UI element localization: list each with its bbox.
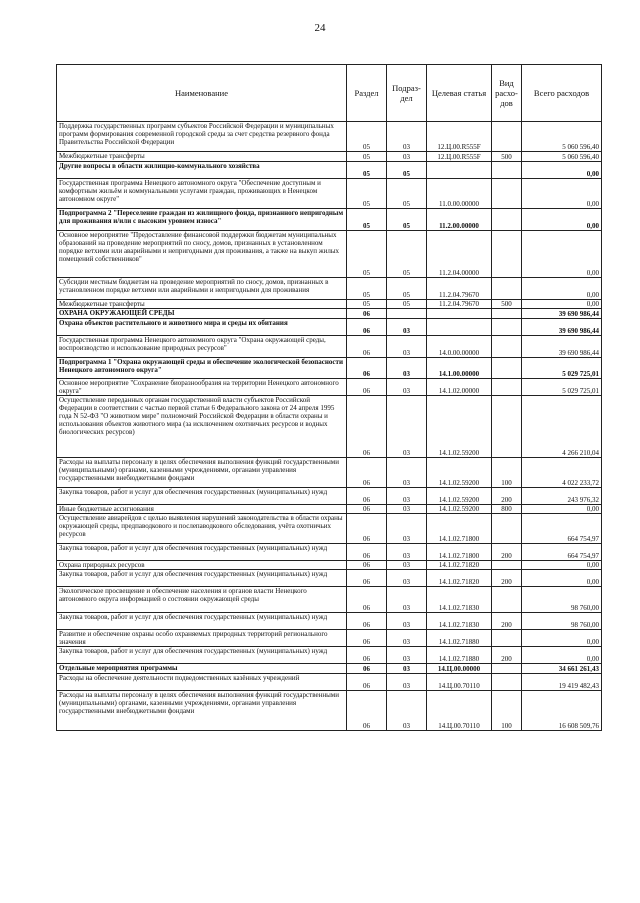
row-section: 06 [347,514,387,544]
row-section: 06 [347,561,387,570]
row-name: Экологическое просвещение и обеспечение населения и органов власти Ненецкого автономного округа информацией о состоянии окружающей среды [57,587,347,613]
table-row [57,309,602,319]
row-subsection: 03 [387,458,427,488]
row-expense-type [492,179,522,209]
row-name: Охрана природных ресурсов [57,561,347,570]
header-total: Всего расходов [522,65,602,122]
row-expense-type [492,209,522,231]
row-target: 14.1.02.00000 [427,379,492,396]
row-name: Поддержка государственных программ субъектов Российской Федерации и муниципальных программ формирования современной городской среды за счет средства резервного фонда Правительства Российской Федерации [57,122,347,152]
row-target: 12.Ц.00.R555F [427,122,492,152]
table-row [57,396,602,458]
row-amount: 0,00 [522,570,602,587]
table-row [57,570,602,587]
row-section: 05 [347,231,387,278]
table-row [57,209,602,231]
row-amount: 98 760,00 [522,587,602,613]
row-amount: 664 754,97 [522,544,602,561]
row-target: 14.Ц.00.70110 [427,674,492,691]
row-section: 06 [347,309,387,319]
table-row [57,544,602,561]
row-subsection: 05 [387,231,427,278]
row-name: Расходы на выплаты персоналу в целях обеспечения выполнения функций государственными (муниципальными) органами, казенными учреждениями, органами управления государственными внебюджетными фондами [57,458,347,488]
header-target: Целевая статья [427,65,492,122]
table-row [57,613,602,630]
row-name: Охрана объектов растительного и животного мира и среды их обитания [57,319,347,336]
row-target: 14.1.02.71880 [427,647,492,664]
row-section: 06 [347,647,387,664]
table-row [57,664,602,674]
row-target: 14.Ц.00.70110 [427,691,492,731]
table-row [57,505,602,514]
row-subsection: 05 [387,209,427,231]
row-name: Закупка товаров, работ и услуг для обеспечения государственных (муниципальных) нужд [57,570,347,587]
row-name: ОХРАНА ОКРУЖАЮЩЕЙ СРЕДЫ [57,309,347,319]
table-row [57,379,602,396]
row-amount: 0,00 [522,231,602,278]
row-amount: 5 060 596,40 [522,122,602,152]
row-name: Развитие и обеспечение охраны особо охраняемых природных территорий регионального значения [57,630,347,647]
row-amount: 5 060 596,40 [522,152,602,162]
row-amount: 19 419 482,43 [522,674,602,691]
row-target: 14.1.02.71800 [427,514,492,544]
row-name: Основное мероприятие "Предоставление финансовой поддержки бюджетам муниципальных образований на проведение мероприятий по сносу, домов, признанных в установленном порядке ветхими или аварийными и непригодными для проживания, а также на выкуп жилых помещений собственников" [57,231,347,278]
row-expense-type: 200 [492,544,522,561]
table-row [57,231,602,278]
table-row [57,179,602,209]
row-name: Подпрограмма 2 "Переселение граждан из жилищного фонда, признанного непригодным для проживания и/или с высоким уровнем износа" [57,209,347,231]
table-row [57,514,602,544]
table-row [57,358,602,379]
row-subsection: 03 [387,691,427,731]
row-section: 06 [347,336,387,358]
row-section: 05 [347,162,387,179]
row-name: Межбюджетные трансферты [57,152,347,162]
row-section: 05 [347,300,387,309]
row-expense-type [492,278,522,300]
row-section: 06 [347,630,387,647]
row-expense-type [492,561,522,570]
row-subsection: 05 [387,162,427,179]
row-name: Закупка товаров, работ и услуг для обеспечения государственных (муниципальных) нужд [57,544,347,561]
row-expense-type: 200 [492,488,522,505]
row-expense-type [492,379,522,396]
row-target: 14.1.02.71820 [427,561,492,570]
row-name: Государственная программа Ненецкого автономного округа "Охрана окружающей среды, воспроизводство и использование природных ресурсов" [57,336,347,358]
row-amount: 34 661 261,43 [522,664,602,674]
row-section: 06 [347,613,387,630]
row-subsection: 03 [387,319,427,336]
row-target: 14.1.02.71830 [427,613,492,630]
row-target: 14.1.00.00000 [427,358,492,379]
row-amount: 0,00 [522,630,602,647]
row-subsection: 03 [387,336,427,358]
row-subsection [387,309,427,319]
table-row [57,488,602,505]
table-header-row [57,65,602,122]
row-name: Расходы на выплаты персоналу в целях обеспечения выполнения функций государственными (муниципальными) органами, казенными учреждениями, органами управления государственными внебюджетными фондами [57,691,347,731]
row-name: Расходы на обеспечение деятельности подведомственных казённых учреждений [57,674,347,691]
row-expense-type: 500 [492,152,522,162]
row-amount: 5 029 725,01 [522,379,602,396]
row-amount: 39 690 986,44 [522,336,602,358]
row-name: Основное мероприятие "Сохранение биоразнообразия на территории Ненецкого автономного округа" [57,379,347,396]
row-amount: 664 754,97 [522,514,602,544]
table-row [57,630,602,647]
row-target [427,309,492,319]
row-subsection: 03 [387,379,427,396]
row-expense-type [492,587,522,613]
row-amount: 0,00 [522,647,602,664]
row-amount: 4 266 210,04 [522,396,602,458]
row-target: 14.1.02.71880 [427,630,492,647]
row-name: Закупка товаров, работ и услуг для обеспечения государственных (муниципальных) нужд [57,613,347,630]
row-amount: 0,00 [522,300,602,309]
row-section: 05 [347,152,387,162]
row-name: Субсидии местным бюджетам на проведение мероприятий по сносу, домов, признанных в установленном порядке ветхими или аварийными и непригодными для проживания [57,278,347,300]
row-subsection: 03 [387,152,427,162]
row-target: 14.1.02.59200 [427,458,492,488]
row-target: 14.Ц.00.00000 [427,664,492,674]
row-subsection: 03 [387,561,427,570]
row-name: Закупка товаров, работ и услуг для обеспечения государственных (муниципальных) нужд [57,488,347,505]
row-expense-type [492,122,522,152]
row-section: 05 [347,209,387,231]
row-section: 06 [347,396,387,458]
row-target: 14.1.02.59200 [427,396,492,458]
row-name: Другие вопросы в области жилищно-коммунального хозяйства [57,162,347,179]
row-name: Осуществление авиарейдов с целью выявления нарушений законодательства в области охраны окружающей среды, предпаводкового и послепаводкового обследования, учёта охотничьих ресурсов [57,514,347,544]
row-amount: 39 690 986,44 [522,309,602,319]
row-expense-type [492,319,522,336]
table-row [57,561,602,570]
header-section: Раздел [347,65,387,122]
table-row [57,300,602,309]
row-expense-type: 100 [492,691,522,731]
table-row [57,162,602,179]
table-row [57,152,602,162]
row-target: 14.1.02.71820 [427,570,492,587]
row-amount: 98 760,00 [522,613,602,630]
row-expense-type [492,231,522,278]
row-amount: 243 976,32 [522,488,602,505]
row-expense-type [492,664,522,674]
row-target: 11.0.00.00000 [427,179,492,209]
row-name: Государственная программа Ненецкого автономного округа "Обеспечение доступным и комфортным жильём и коммунальными услугами граждан, проживающих в Ненецком автономном округе" [57,179,347,209]
row-amount: 16 608 509,76 [522,691,602,731]
row-subsection: 03 [387,514,427,544]
row-section: 05 [347,122,387,152]
row-target: 11.2.00.00000 [427,209,492,231]
table-row [57,278,602,300]
row-subsection: 03 [387,630,427,647]
table-row [57,691,602,731]
header-expense-type: Вид расхо-дов [492,65,522,122]
table-row [57,647,602,664]
row-section: 06 [347,379,387,396]
row-section: 05 [347,278,387,300]
row-amount: 0,00 [522,179,602,209]
table-row [57,122,602,152]
table-row [57,319,602,336]
row-section: 06 [347,544,387,561]
row-target: 14.1.02.59200 [427,505,492,514]
row-amount: 0,00 [522,278,602,300]
row-expense-type [492,162,522,179]
row-subsection: 03 [387,647,427,664]
row-expense-type [492,514,522,544]
row-section: 06 [347,691,387,731]
row-amount: 0,00 [522,162,602,179]
row-amount: 0,00 [522,209,602,231]
row-subsection: 03 [387,613,427,630]
row-expense-type [492,309,522,319]
row-target: 11.2.04.00000 [427,231,492,278]
table-row [57,336,602,358]
row-subsection: 05 [387,300,427,309]
row-section: 06 [347,570,387,587]
row-subsection: 05 [387,278,427,300]
row-expense-type [492,358,522,379]
row-section: 06 [347,664,387,674]
row-subsection: 03 [387,587,427,613]
row-name: Иные бюджетные ассигнования [57,505,347,514]
row-section: 06 [347,505,387,514]
row-target: 11.2.04.79670 [427,300,492,309]
row-section: 06 [347,358,387,379]
row-amount: 0,00 [522,561,602,570]
row-section: 06 [347,674,387,691]
row-target: 14.1.02.59200 [427,488,492,505]
row-expense-type: 200 [492,570,522,587]
row-expense-type [492,630,522,647]
row-amount: 0,00 [522,505,602,514]
row-target: 14.1.02.71800 [427,544,492,561]
row-subsection: 03 [387,570,427,587]
row-subsection: 03 [387,122,427,152]
row-subsection: 03 [387,664,427,674]
row-expense-type: 200 [492,647,522,664]
row-section: 06 [347,587,387,613]
row-expense-type: 500 [492,300,522,309]
budget-table [56,64,602,731]
row-name: Подпрограмма 1 "Охрана окружающей среды и обеспечение экологической безопасности Ненецкого автономного округа" [57,358,347,379]
row-target: 14.1.02.71830 [427,587,492,613]
row-name: Межбюджетные трансферты [57,300,347,309]
row-subsection: 03 [387,488,427,505]
row-name: Закупка товаров, работ и услуг для обеспечения государственных (муниципальных) нужд [57,647,347,664]
row-subsection: 03 [387,674,427,691]
table-row [57,674,602,691]
row-section: 06 [347,319,387,336]
row-amount: 39 690 986,44 [522,319,602,336]
row-target [427,162,492,179]
row-name: Отдельные мероприятия программы [57,664,347,674]
row-subsection: 03 [387,505,427,514]
row-expense-type: 100 [492,458,522,488]
row-expense-type: 800 [492,505,522,514]
table-row [57,587,602,613]
row-expense-type [492,396,522,458]
table-row [57,458,602,488]
row-expense-type: 200 [492,613,522,630]
row-subsection: 05 [387,179,427,209]
row-subsection: 03 [387,544,427,561]
header-name: Наименование [57,65,347,122]
row-target [427,319,492,336]
row-amount: 4 022 233,72 [522,458,602,488]
page-number: 24 [314,22,326,34]
row-section: 05 [347,179,387,209]
row-section: 06 [347,488,387,505]
row-name: Осуществление переданных органам государственной власти субъектов Российской Федерации в соответствии с частью первой статьи 6 Федерального закона от 24 апреля 1995 года N 52-ФЗ "О животном мире" полномочий Российской Федерации в области охраны и использования объектов животного мира (за исключением охотничьих ресурсов и водных биологических ресурсов) [57,396,347,458]
row-subsection: 03 [387,396,427,458]
header-subsection: Подраз-дел [387,65,427,122]
row-section: 06 [347,458,387,488]
row-subsection: 03 [387,358,427,379]
row-expense-type [492,336,522,358]
row-target: 11.2.04.79670 [427,278,492,300]
row-target: 14.0.00.00000 [427,336,492,358]
row-amount: 5 029 725,01 [522,358,602,379]
row-expense-type [492,674,522,691]
row-target: 12.Ц.00.R555F [427,152,492,162]
